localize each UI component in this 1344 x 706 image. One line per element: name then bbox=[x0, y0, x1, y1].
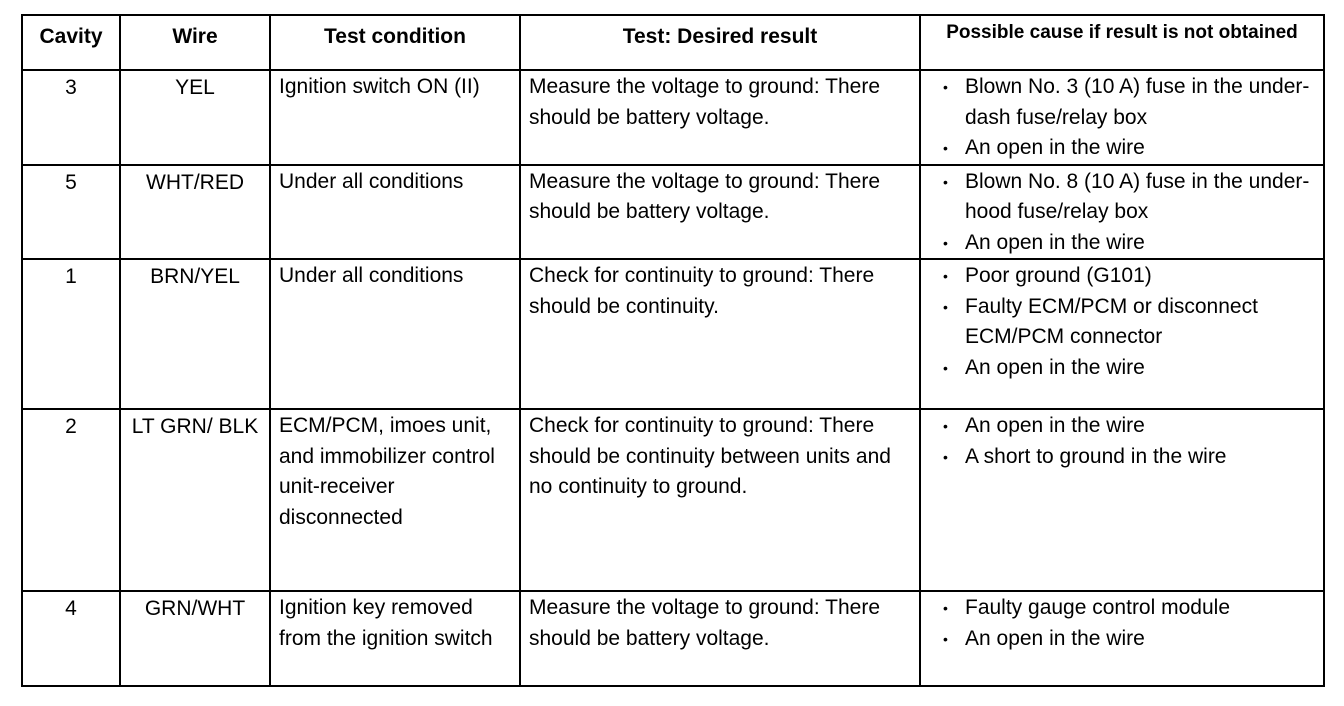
cause-item: • A short to ground in the wire bbox=[929, 442, 1319, 473]
causes-cell bbox=[920, 165, 1324, 260]
header-desired-result: Test: Desired result bbox=[520, 15, 920, 70]
cause-list bbox=[929, 411, 1319, 472]
wire-test-table bbox=[21, 14, 1325, 687]
cavity-cell: 1 bbox=[22, 259, 120, 409]
condition-cell: Under all conditions bbox=[270, 165, 520, 260]
table-row bbox=[22, 409, 1324, 591]
causes-cell bbox=[920, 409, 1324, 591]
cause-item: • An open in the wire bbox=[929, 624, 1319, 655]
header-wire: Wire bbox=[120, 15, 270, 70]
condition-cell: Ignition switch ON (II) bbox=[270, 70, 520, 165]
result-cell: Check for continuity to ground: There should be continuity. bbox=[520, 259, 920, 409]
cavity-cell: 5 bbox=[22, 165, 120, 260]
condition-cell: ECM/PCM, imoes unit, and immobilizer control unit-receiver disconnected bbox=[270, 409, 520, 591]
header-test-condition: Test condition bbox=[270, 15, 520, 70]
cause-item: • Poor ground (G101) bbox=[929, 261, 1319, 292]
cavity-cell: 3 bbox=[22, 70, 120, 165]
cause-item: • An open in the wire bbox=[929, 133, 1319, 164]
header-row bbox=[22, 15, 1324, 70]
cause-item: • Blown No. 3 (10 A) fuse in the under-dash fuse/relay box bbox=[929, 72, 1319, 133]
cause-list bbox=[929, 593, 1319, 654]
result-cell: Measure the voltage to ground: There should be battery voltage. bbox=[520, 165, 920, 260]
causes-cell bbox=[920, 591, 1324, 686]
cause-list bbox=[929, 72, 1319, 164]
result-cell: Check for continuity to ground: There should be continuity between units and no continuity to ground. bbox=[520, 409, 920, 591]
table-row bbox=[22, 259, 1324, 409]
result-cell: Measure the voltage to ground: There should be battery voltage. bbox=[520, 591, 920, 686]
causes-cell bbox=[920, 259, 1324, 409]
table-row bbox=[22, 70, 1324, 165]
cause-list bbox=[929, 261, 1319, 383]
cavity-cell: 4 bbox=[22, 591, 120, 686]
causes-cell bbox=[920, 70, 1324, 165]
wire-cell: BRN/YEL bbox=[120, 259, 270, 409]
cavity-cell: 2 bbox=[22, 409, 120, 591]
wire-cell: YEL bbox=[120, 70, 270, 165]
cause-item: • Faulty ECM/PCM or disconnect ECM/PCM connector bbox=[929, 292, 1319, 353]
result-cell: Measure the voltage to ground: There should be battery voltage. bbox=[520, 70, 920, 165]
table-row bbox=[22, 165, 1324, 260]
condition-cell: Ignition key removed from the ignition switch bbox=[270, 591, 520, 686]
wire-cell: GRN/WHT bbox=[120, 591, 270, 686]
cause-item: • An open in the wire bbox=[929, 228, 1319, 259]
wire-cell: LT GRN/ BLK bbox=[120, 409, 270, 591]
condition-cell: Under all conditions bbox=[270, 259, 520, 409]
cause-item: • An open in the wire bbox=[929, 411, 1319, 442]
cause-list bbox=[929, 167, 1319, 259]
table-row bbox=[22, 591, 1324, 686]
header-cavity: Cavity bbox=[22, 15, 120, 70]
header-possible-cause: Possible cause if result is not obtained bbox=[920, 15, 1324, 70]
cause-item: • Faulty gauge control module bbox=[929, 593, 1319, 624]
cause-item: • An open in the wire bbox=[929, 353, 1319, 384]
wire-cell: WHT/RED bbox=[120, 165, 270, 260]
cause-item: • Blown No. 8 (10 A) fuse in the under-hood fuse/relay box bbox=[929, 167, 1319, 228]
